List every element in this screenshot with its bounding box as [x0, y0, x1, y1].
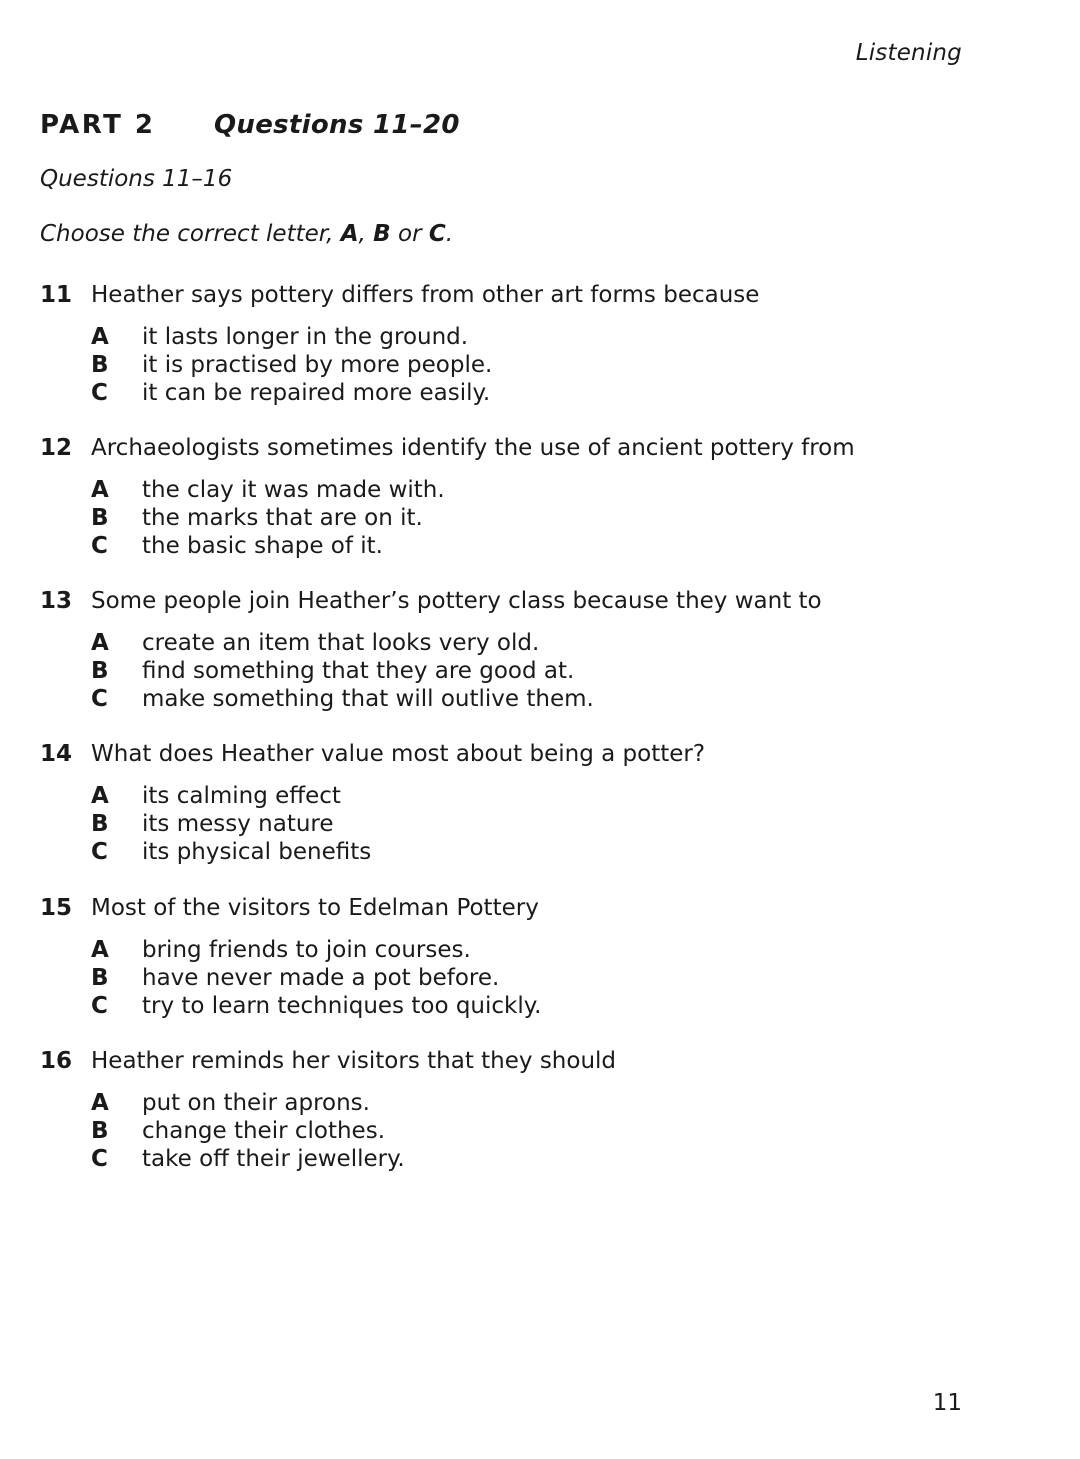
question-16 [40, 1046, 1000, 1173]
option-letter: C [91, 533, 108, 559]
option-c[interactable] [40, 992, 1000, 1020]
option-letter: B [91, 505, 109, 531]
option-text: the basic shape of it. [142, 533, 383, 559]
option-list [40, 629, 1000, 713]
option-c[interactable] [40, 838, 1000, 866]
option-letter: B [91, 352, 109, 378]
question-13 [40, 586, 1000, 713]
option-a[interactable] [40, 476, 1000, 504]
option-list [40, 936, 1000, 1020]
instruction-letter-b: B [373, 221, 391, 247]
page-number: 11 [932, 1390, 962, 1416]
option-text: try to learn techniques too quickly. [142, 993, 542, 1019]
question-stem-line [40, 586, 1000, 616]
option-c[interactable] [40, 1145, 1000, 1173]
question-number: 16 [40, 1048, 73, 1074]
option-c[interactable] [40, 532, 1000, 560]
option-b[interactable] [40, 964, 1000, 992]
option-text: bring friends to join courses. [142, 937, 471, 963]
option-b[interactable] [40, 810, 1000, 838]
option-text: its messy nature [142, 811, 334, 837]
instruction-letter-a: A [340, 221, 359, 247]
option-letter: C [91, 839, 108, 865]
question-12 [40, 433, 1000, 560]
option-list [40, 782, 1000, 866]
option-letter: B [91, 965, 109, 991]
option-text: the marks that are on it. [142, 505, 423, 531]
option-letter: C [91, 380, 108, 406]
option-letter: A [91, 1090, 109, 1116]
option-a[interactable] [40, 936, 1000, 964]
option-b[interactable] [40, 351, 1000, 379]
option-a[interactable] [40, 629, 1000, 657]
question-stem: Archaeologists sometimes identify the use of ancient pottery from [91, 435, 855, 461]
option-letter: A [91, 937, 109, 963]
question-stem-line [40, 433, 1000, 463]
option-list [40, 323, 1000, 407]
option-letter: C [91, 993, 108, 1019]
question-15 [40, 893, 1000, 1020]
option-text: its calming effect [142, 783, 341, 809]
part-heading [40, 110, 460, 140]
option-text: create an item that looks very old. [142, 630, 540, 656]
option-a[interactable] [40, 1089, 1000, 1117]
question-stem: Heather reminds her visitors that they should [91, 1048, 617, 1074]
option-text: it is practised by more people. [142, 352, 493, 378]
option-text: take off their jewellery. [142, 1146, 405, 1172]
option-c[interactable] [40, 685, 1000, 713]
option-letter: A [91, 630, 109, 656]
question-number: 15 [40, 895, 73, 921]
option-a[interactable] [40, 782, 1000, 810]
question-number: 13 [40, 588, 73, 614]
question-stem-line [40, 739, 1000, 769]
option-text: put on their aprons. [142, 1090, 370, 1116]
option-letter: A [91, 324, 109, 350]
option-list [40, 476, 1000, 560]
option-letter: C [91, 1146, 108, 1172]
option-b[interactable] [40, 1117, 1000, 1145]
option-c[interactable] [40, 379, 1000, 407]
question-number: 11 [40, 282, 73, 308]
option-text: its physical benefits [142, 839, 372, 865]
question-number: 12 [40, 435, 73, 461]
question-11 [40, 280, 1000, 407]
part-questions-range: Questions 11–20 [214, 110, 460, 140]
option-letter: B [91, 811, 109, 837]
instruction-text [40, 221, 453, 247]
question-stem: Heather says pottery differs from other art forms because [91, 282, 760, 308]
option-text: find something that they are good at. [142, 658, 575, 684]
option-text: it can be repaired more easily. [142, 380, 491, 406]
option-letter: B [91, 658, 109, 684]
option-text: make something that will outlive them. [142, 686, 594, 712]
question-stem: What does Heather value most about being a potter? [91, 741, 706, 767]
part-label: PART 2 [40, 110, 156, 140]
option-letter: A [91, 783, 109, 809]
instruction-prefix: Choose the correct letter, [40, 221, 341, 247]
option-list [40, 1089, 1000, 1173]
instruction-letter-c: C [428, 221, 446, 247]
question-stem-line [40, 893, 1000, 923]
running-head: Listening [855, 40, 962, 66]
instruction-suffix: . [445, 221, 454, 247]
option-b[interactable] [40, 657, 1000, 685]
option-text: the clay it was made with. [142, 477, 445, 503]
option-text: have never made a pot before. [142, 965, 500, 991]
option-a[interactable] [40, 323, 1000, 351]
option-letter: C [91, 686, 108, 712]
question-stem: Most of the visitors to Edelman Pottery [91, 895, 539, 921]
question-stem: Some people join Heather’s pottery class because they want to [91, 588, 822, 614]
option-letter: A [91, 477, 109, 503]
instruction-sep-1: , [358, 221, 374, 247]
questions-subheading: Questions 11–16 [40, 166, 233, 192]
question-stem-line [40, 1046, 1000, 1076]
question-14 [40, 739, 1000, 866]
instruction-sep-2: or [390, 221, 429, 247]
option-letter: B [91, 1118, 109, 1144]
option-text: change their clothes. [142, 1118, 386, 1144]
question-number: 14 [40, 741, 73, 767]
question-stem-line [40, 280, 1000, 310]
option-b[interactable] [40, 504, 1000, 532]
option-text: it lasts longer in the ground. [142, 324, 469, 350]
